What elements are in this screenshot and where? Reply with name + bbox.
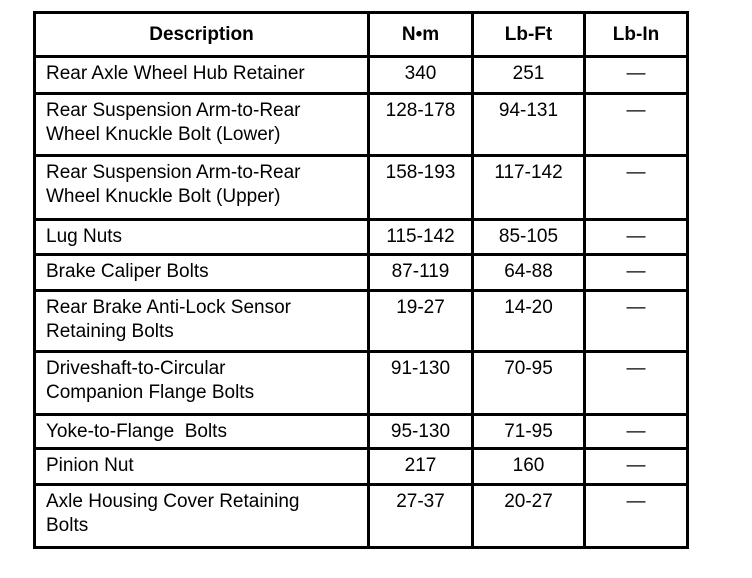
row-description: [36, 221, 370, 256]
table-header: [36, 14, 689, 58]
row-lbft-value: 70-95: [474, 353, 586, 416]
row-description: [36, 416, 370, 450]
table-row: [36, 353, 689, 416]
table-row: [36, 221, 689, 256]
description-line: Rear Brake Anti-Lock Sensor: [46, 297, 292, 318]
row-description: [36, 157, 370, 221]
row-nm-value: 95-130: [370, 416, 474, 450]
description-line: Yoke-to-Flange Bolts: [46, 421, 227, 442]
row-description: [36, 292, 370, 353]
row-nm-value: 128-178: [370, 95, 474, 157]
row-lbin-value: —: [586, 256, 689, 292]
row-nm-value: 91-130: [370, 353, 474, 416]
row-lbft-value: 20-27: [474, 486, 586, 549]
description-line: Rear Suspension Arm-to-Rear: [46, 162, 301, 183]
row-lbft-value: 94-131: [474, 95, 586, 157]
row-lbin-value: —: [586, 486, 689, 549]
row-description: [36, 256, 370, 292]
row-lbin-value: —: [586, 95, 689, 157]
row-lbin-value: —: [586, 221, 689, 256]
row-lbft-value: 117-142: [474, 157, 586, 221]
row-nm-value: 19-27: [370, 292, 474, 353]
row-lbin-value: —: [586, 157, 689, 221]
row-lbft-value: 251: [474, 58, 586, 95]
table-row: [36, 58, 689, 95]
table-row: [36, 292, 689, 353]
row-lbft-value: 85-105: [474, 221, 586, 256]
row-lbin-value: —: [586, 416, 689, 450]
row-lbin-value: —: [586, 450, 689, 486]
row-nm-value: 217: [370, 450, 474, 486]
header-row: [36, 14, 689, 58]
table-row: [36, 486, 689, 549]
row-lbft-value: 64-88: [474, 256, 586, 292]
table-body: [36, 58, 689, 549]
header-lbft: Lb-Ft: [474, 14, 586, 58]
table-row: [36, 157, 689, 221]
row-description: [36, 353, 370, 416]
row-description: [36, 450, 370, 486]
description-line: Lug Nuts: [46, 226, 123, 247]
description-line: Rear Axle Wheel Hub Retainer: [46, 63, 305, 84]
row-nm-value: 87-119: [370, 256, 474, 292]
row-lbft-value: 160: [474, 450, 586, 486]
description-line: Bolts: [46, 515, 89, 536]
header-nm: N•m: [370, 14, 474, 58]
description-line: Wheel Knuckle Bolt (Lower): [46, 124, 281, 145]
description-line: Companion Flange Bolts: [46, 382, 255, 403]
row-description: [36, 58, 370, 95]
description-line: Brake Caliper Bolts: [46, 261, 209, 282]
table-row: [36, 450, 689, 486]
table-row: [36, 95, 689, 157]
row-nm-value: 115-142: [370, 221, 474, 256]
row-lbin-value: —: [586, 292, 689, 353]
description-line: Rear Suspension Arm-to-Rear: [46, 100, 301, 121]
row-nm-value: 340: [370, 58, 474, 95]
description-line: Driveshaft-to-Circular: [46, 358, 226, 379]
table-row: [36, 416, 689, 450]
description-line: Axle Housing Cover Retaining: [46, 491, 300, 512]
row-nm-value: 27-37: [370, 486, 474, 549]
header-description: Description: [36, 14, 370, 58]
description-line: Retaining Bolts: [46, 321, 174, 342]
torque-spec-table: [33, 11, 689, 549]
row-lbin-value: —: [586, 58, 689, 95]
row-description: [36, 95, 370, 157]
table-row: [36, 256, 689, 292]
header-lbin: Lb-In: [586, 14, 689, 58]
description-line: Pinion Nut: [46, 455, 134, 476]
row-nm-value: 158-193: [370, 157, 474, 221]
row-lbin-value: —: [586, 353, 689, 416]
description-line: Wheel Knuckle Bolt (Upper): [46, 186, 281, 207]
row-description: [36, 486, 370, 549]
row-lbft-value: 71-95: [474, 416, 586, 450]
row-lbft-value: 14-20: [474, 292, 586, 353]
